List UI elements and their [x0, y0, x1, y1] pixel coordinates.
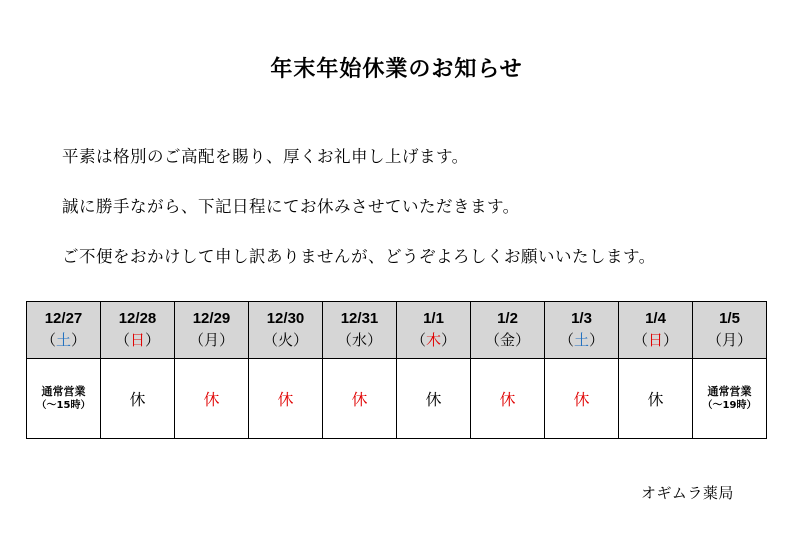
weekday-close-paren: ）: [737, 331, 753, 349]
schedule-header-cell: [101, 302, 175, 359]
status-text: 休: [573, 390, 590, 409]
weekday-close-paren: ）: [293, 331, 309, 349]
weekday-open-paren: （: [558, 331, 574, 349]
schedule-date: 1/1: [423, 310, 444, 327]
schedule-status-cell: [619, 359, 693, 439]
weekday-char: 日: [129, 331, 145, 349]
schedule-status-cell: [27, 359, 101, 439]
schedule-weekday: [471, 330, 544, 350]
schedule-date: 12/29: [192, 310, 231, 327]
schedule-header-cell: [175, 302, 249, 359]
schedule-status-cell: [693, 359, 767, 439]
status-text: 通常営業: [41, 385, 86, 398]
weekday-close-paren: ）: [145, 331, 161, 349]
status-text: 通常営業: [707, 385, 752, 398]
weekday-open-paren: （: [262, 331, 278, 349]
schedule-status-cell: [101, 359, 175, 439]
closure-paragraph: 誠に勝手ながら、下記日程にてお休みさせていただきます。: [62, 197, 520, 216]
schedule-date: 12/27: [44, 310, 83, 327]
status-hours: （～15時）: [36, 400, 91, 411]
weekday-open-paren: （: [632, 331, 648, 349]
schedule-header-cell: [471, 302, 545, 359]
weekday-char: 水: [351, 331, 367, 349]
weekday-open-paren: （: [336, 331, 352, 349]
schedule-status-cell: [249, 359, 323, 439]
schedule-weekday: [249, 330, 322, 350]
status-text: 休: [129, 390, 146, 409]
status-hours: （～19時）: [702, 400, 757, 411]
status-text: 休: [499, 390, 516, 409]
weekday-char: 火: [277, 331, 293, 349]
schedule-date: 1/3: [571, 310, 592, 327]
schedule-date: 12/30: [266, 310, 305, 327]
schedule-header-cell: [693, 302, 767, 359]
pharmacy-signature: オギムラ薬局: [641, 484, 734, 502]
schedule-date: 12/31: [340, 310, 379, 327]
weekday-open-paren: （: [188, 331, 204, 349]
schedule-weekday: [545, 330, 618, 350]
schedule-date: 1/4: [645, 310, 666, 327]
weekday-close-paren: ）: [663, 331, 679, 349]
schedule-weekday: [27, 330, 100, 350]
weekday-char: 月: [203, 331, 219, 349]
weekday-close-paren: ）: [441, 331, 457, 349]
schedule-weekday: [101, 330, 174, 350]
status-text: 休: [425, 390, 442, 409]
schedule-date: 1/2: [497, 310, 518, 327]
holiday-schedule-table: [26, 301, 767, 439]
schedule-header-cell: [619, 302, 693, 359]
schedule-date: 1/5: [719, 310, 740, 327]
status-text: 休: [351, 390, 368, 409]
weekday-open-paren: （: [40, 331, 56, 349]
schedule-status-cell: [323, 359, 397, 439]
schedule-date: 12/28: [118, 310, 157, 327]
schedule-status-cell: [397, 359, 471, 439]
weekday-char: 土: [573, 331, 589, 349]
schedule-status-cell: [471, 359, 545, 439]
greeting-paragraph: 平素は格別のご高配を賜り、厚くお礼申し上げます。: [62, 147, 469, 166]
schedule-status-row: [27, 359, 767, 439]
schedule-status-cell: [175, 359, 249, 439]
schedule-weekday: [397, 330, 470, 350]
weekday-close-paren: ）: [71, 331, 87, 349]
status-text: 休: [203, 390, 220, 409]
schedule-weekday: [619, 330, 692, 350]
weekday-char: 日: [647, 331, 663, 349]
schedule-weekday: [323, 330, 396, 350]
weekday-close-paren: ）: [589, 331, 605, 349]
schedule-header-cell: [323, 302, 397, 359]
weekday-char: 木: [425, 331, 441, 349]
schedule-weekday: [175, 330, 248, 350]
weekday-open-paren: （: [410, 331, 426, 349]
notice-title: 年末年始休業のお知らせ: [270, 57, 523, 82]
status-text: 休: [647, 390, 664, 409]
status-text: 休: [277, 390, 294, 409]
schedule-header-cell: [545, 302, 619, 359]
schedule-header-cell: [249, 302, 323, 359]
schedule-header-cell: [27, 302, 101, 359]
apology-paragraph: ご不便をおかけして申し訳ありませんが、どうぞよろしくお願いいたします。: [62, 247, 656, 266]
weekday-open-paren: （: [484, 331, 500, 349]
weekday-char: 金: [499, 331, 515, 349]
weekday-close-paren: ）: [367, 331, 383, 349]
weekday-close-paren: ）: [515, 331, 531, 349]
weekday-char: 月: [721, 331, 737, 349]
schedule-header-cell: [397, 302, 471, 359]
weekday-open-paren: （: [706, 331, 722, 349]
weekday-char: 土: [55, 331, 71, 349]
schedule-status-cell: [545, 359, 619, 439]
schedule-weekday: [693, 330, 766, 350]
schedule-header-row: [27, 302, 767, 359]
weekday-close-paren: ）: [219, 331, 235, 349]
weekday-open-paren: （: [114, 331, 130, 349]
